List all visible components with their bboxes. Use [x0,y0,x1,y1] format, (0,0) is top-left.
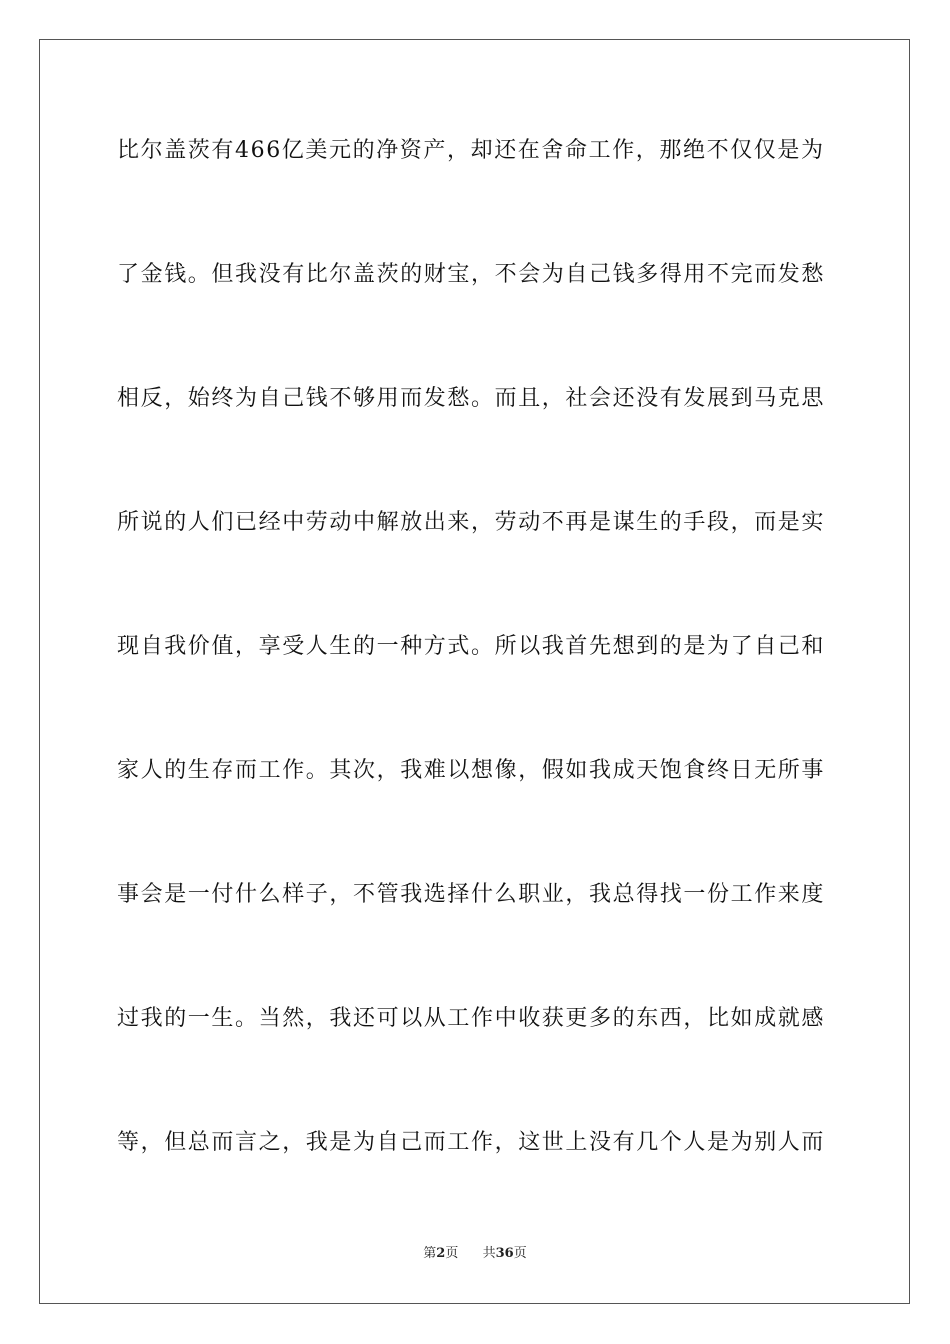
total-prefix: 共 [482,1246,496,1261]
text-line: 事会是一付什么样子，不管我选择什么职业，我总得找一份工作来度 [117,882,826,907]
total-page-count: 36 [495,1246,514,1261]
text-line: 相反，始终为自己钱不够用而发愁。而且，社会还没有发展到马克思 [117,386,826,411]
total-suffix: 页 [513,1246,527,1261]
text-line: 比尔盖茨有466亿美元的净资产，却还在舍命工作，那绝不仅仅是为 [117,138,825,163]
page-border [39,39,910,1304]
text-line: 过我的一生。当然，我还可以从工作中收获更多的东西，比如成就感 [117,1006,826,1031]
page-suffix: 页 [445,1246,459,1261]
text-line: 家人的生存而工作。其次，我难以想像，假如我成天饱食终日无所事 [117,758,826,783]
text-line: 了金钱。但我没有比尔盖茨的财宝，不会为自己钱多得用不完而发愁 [117,262,826,287]
text-line: 等，但总而言之，我是为自己而工作，这世上没有几个人是为别人而 [117,1130,826,1155]
current-page-number: 2 [436,1246,446,1261]
page-number-footer [0,1245,950,1263]
page-prefix: 第 [423,1246,437,1261]
text-line: 所说的人们已经中劳动中解放出来，劳动不再是谋生的手段，而是实 [117,510,826,535]
text-line: 现自我价值，享受人生的一种方式。所以我首先想到的是为了自己和 [117,634,826,659]
